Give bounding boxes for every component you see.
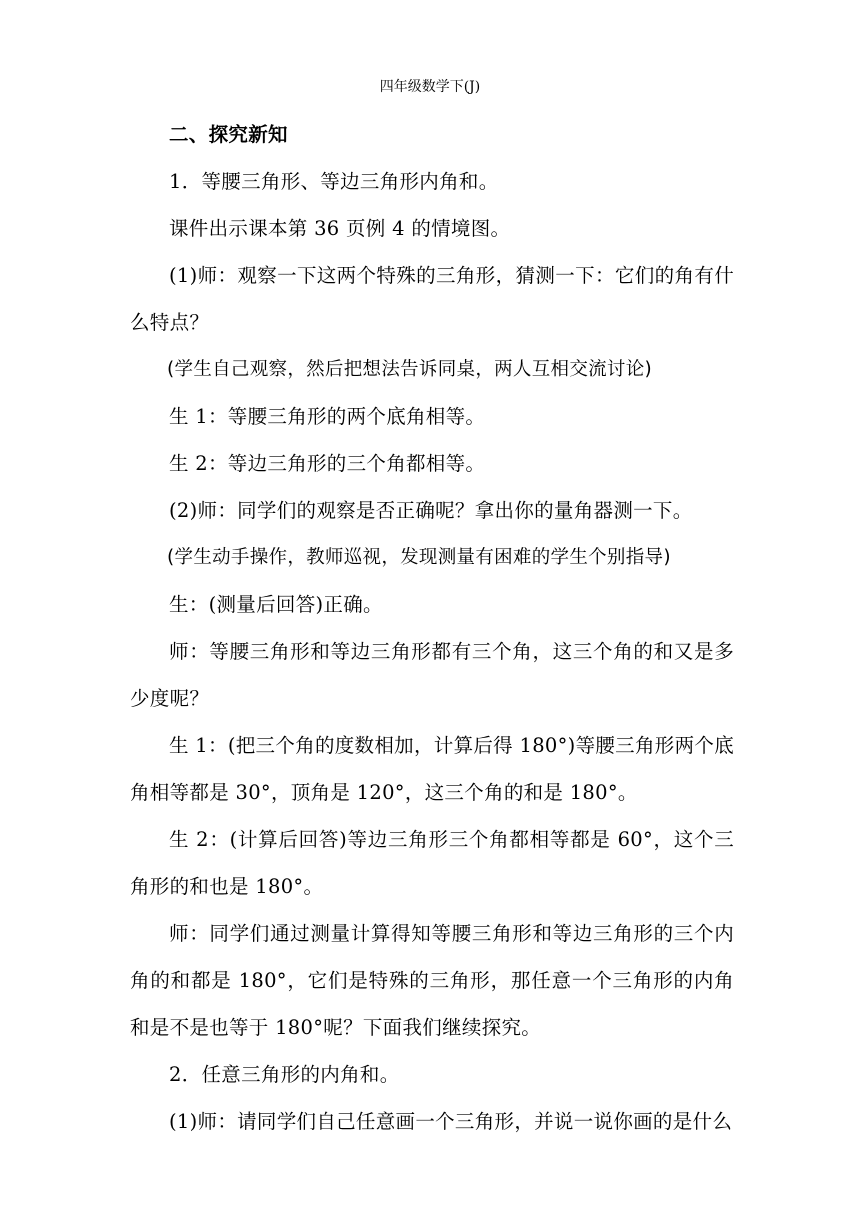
document-body [130,111,734,1145]
page-header: 四年级数学下(J) [379,79,481,95]
paragraph: 生 2：(计算后回答)等边三角形三个角都相等都是 60°，这个三角形的和也是 180°。 [130,828,734,898]
paragraph: 师：同学们通过测量计算得知等腰三角形和等边三角形的三个内角的和都是 180°，它们是特殊的三角形，那任意一个三角形的内角和是不是也等于 180°呢？下面我们继续探究。 [130,922,734,1039]
paragraph: (2)师：同学们的观察是否正确呢？拿出你的量角器测一下。 [169,499,693,522]
paragraph: 生 2：等边三角形的三个角都相等。 [169,452,486,475]
section-heading: 二、探究新知 [169,123,288,146]
paragraph: 2．任意三角形的内角和。 [169,1063,400,1086]
paragraph: (1)师：请同学们自己任意画一个三角形，并说一说你画的是什么 [169,1110,733,1133]
paragraph: (1)师：观察一下这两个特殊的三角形，猜测一下：它们的角有什么特点？ [130,264,734,334]
paragraph: 生：(测量后回答)正确。 [169,593,383,616]
stage-direction: (学生动手操作，教师巡视，发现测量有困难的学生个别指导) [167,547,671,568]
paragraph: 生 1：等腰三角形的两个底角相等。 [169,405,486,428]
paragraph: 生 1：(把三个角的度数相加，计算后得 180°)等腰三角形两个底角相等都是 30°，顶角是 120°，这三个角的和是 180°。 [130,734,734,804]
paragraph: 师：等腰三角形和等边三角形都有三个角，这三个角的和又是多少度呢？ [130,640,734,710]
stage-direction: (学生自己观察，然后把想法告诉同桌，两人互相交流讨论) [167,359,653,380]
paragraph: 课件出示课本第 36 页例 4 的情境图。 [169,217,511,240]
paragraph: 1．等腰三角形、等边三角形内角和。 [169,170,499,193]
